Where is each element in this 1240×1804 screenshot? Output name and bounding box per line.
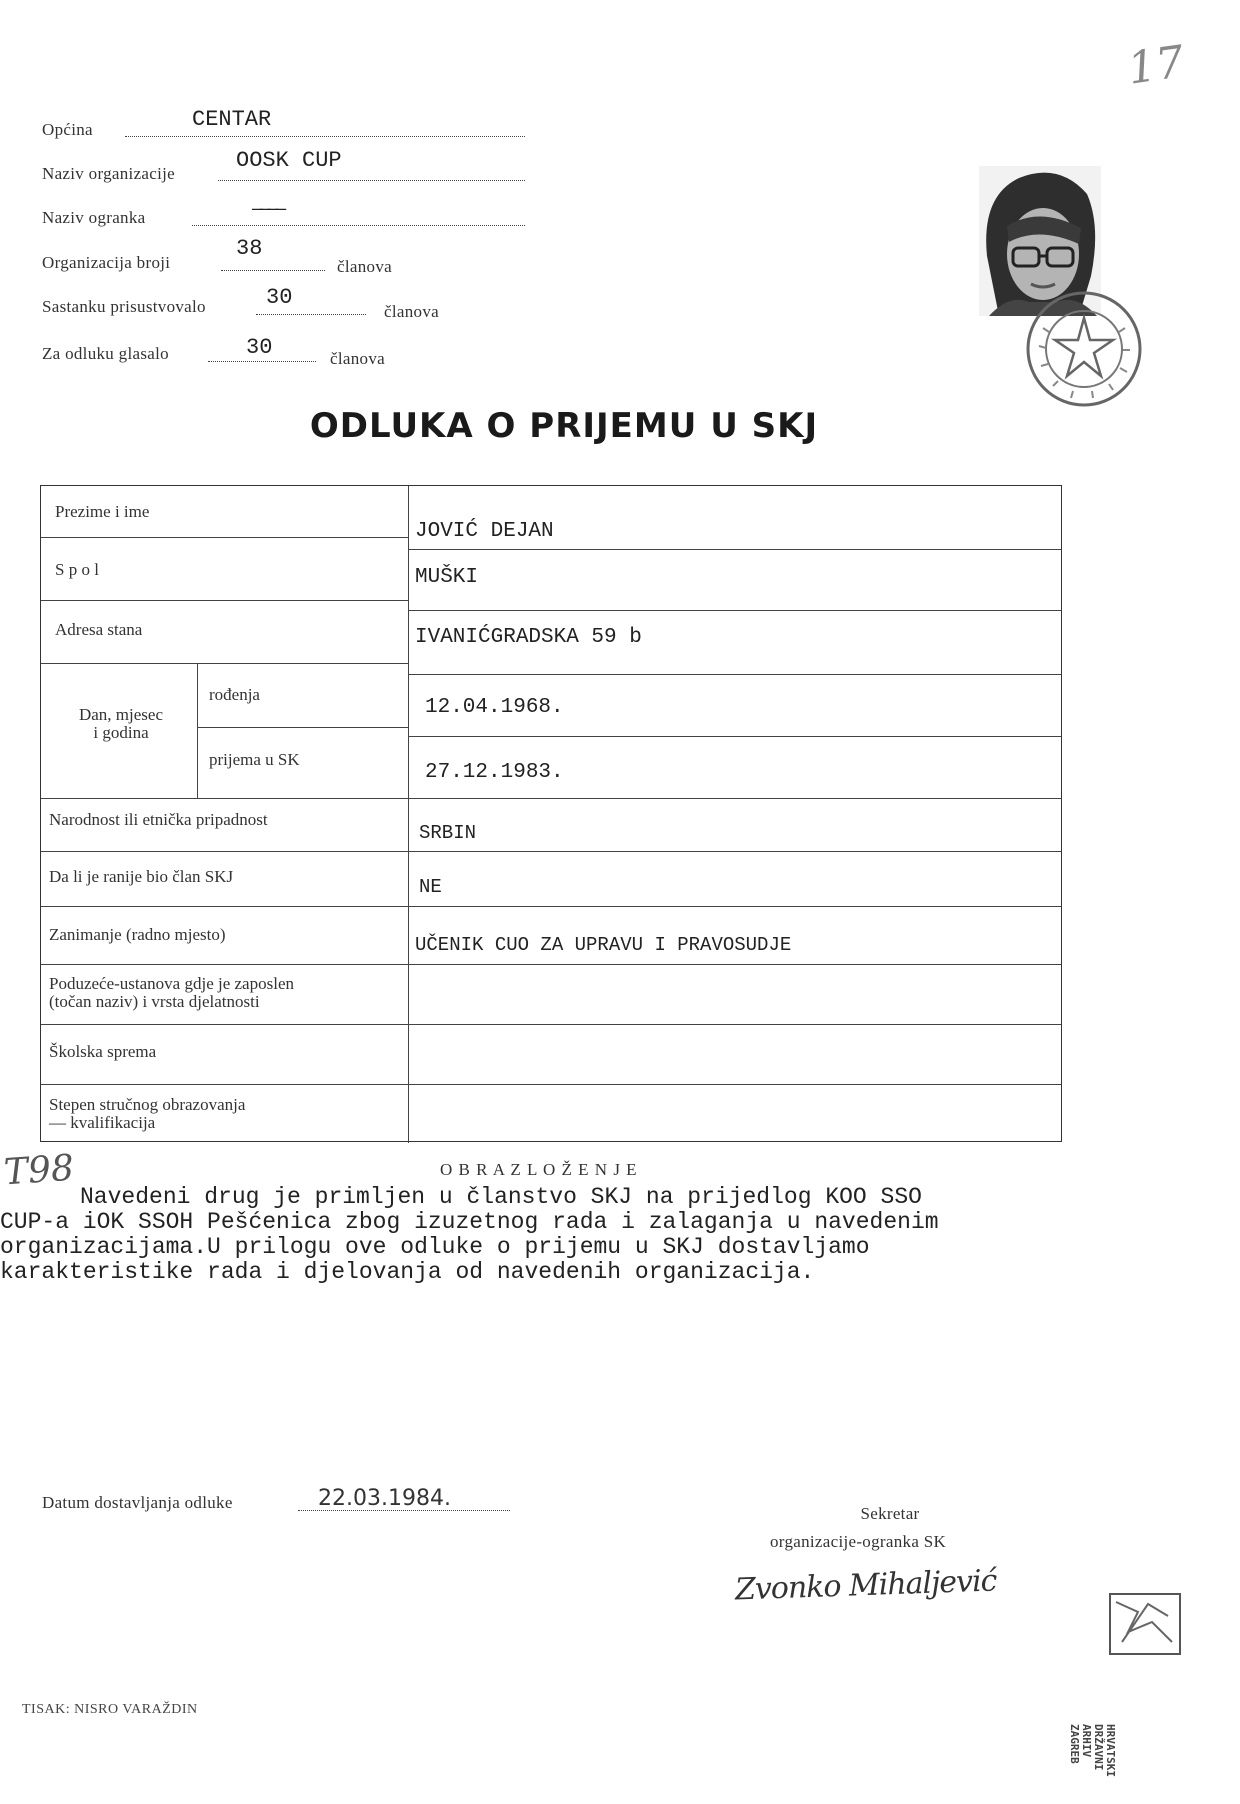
prezime-value: JOVIĆ DEJAN	[415, 520, 554, 543]
document-title: ODLUKA O PRIJEMU U SKJ	[309, 406, 819, 446]
zanimanje-label: Zanimanje (radno mjesto)	[49, 925, 226, 944]
stepen-line-1: Stepen stručnog obrazovanja	[49, 1095, 246, 1114]
poduzece-line-1: Poduzeće-ustanova gdje je zaposlen	[49, 974, 294, 993]
tisak-label: TISAK: NISRO VARAŽDIN	[22, 1702, 198, 1717]
org-broji-dotted-line	[221, 270, 325, 271]
ranije-label: Da li je ranije bio član SKJ	[49, 867, 234, 886]
sastanku-dotted-line	[256, 314, 366, 315]
org-broji-label: Organizacija broji	[42, 253, 171, 272]
value-line	[408, 798, 1061, 799]
datum-value: 22.03.1984.	[318, 1486, 451, 1511]
ranije-value: NE	[419, 876, 442, 898]
sekretar-org-label: organizacije-ogranka SK	[770, 1532, 947, 1551]
row-line	[41, 663, 408, 664]
dan-mjesec-line-2: i godina	[93, 723, 149, 742]
row-line	[41, 906, 408, 907]
sastanku-value: 30	[266, 285, 293, 310]
row-line	[41, 537, 408, 538]
obrazlozenje-line-1: Navedeni drug je primljen u članstvo SKJ na prijedlog KOO SSO	[80, 1184, 922, 1210]
opcina-value: CENTAR	[192, 107, 272, 132]
sekretar-label: Sekretar	[860, 1504, 920, 1523]
value-line	[408, 1084, 1061, 1085]
row-line	[41, 798, 408, 799]
dan-mjesec-line-1: Dan, mjesec	[78, 705, 164, 724]
obrazlozenje-line-2: CUP-a iOK SSOH Pešćenica zbog izuzetnog rada i zalaganja u navedenim	[0, 1209, 939, 1235]
sastanku-label: Sastanku prisustvovalo	[42, 297, 206, 316]
row-line	[41, 851, 408, 852]
poduzece-label	[49, 975, 294, 1011]
stepen-line-2: — kvalifikacija	[49, 1113, 156, 1132]
value-line	[408, 964, 1061, 965]
archive-line-2: DRŽAVNI	[1092, 1724, 1105, 1771]
value-line	[408, 674, 1061, 675]
obrazlozenje-line-3: organizacijama.U prilogu ove odluke o prijemu u SKJ dostavljamo	[0, 1234, 870, 1260]
naziv-organizacije-dotted-line	[218, 180, 525, 181]
value-line	[408, 906, 1061, 907]
clanova-label-2: članova	[384, 302, 439, 321]
value-line	[408, 736, 1061, 737]
skolska-label: Školska sprema	[49, 1042, 157, 1061]
signature: Zvonko Mihaljević	[734, 1563, 997, 1608]
value-line	[408, 610, 1061, 611]
adresa-label: Adresa stana	[55, 620, 143, 639]
archive-line-1: HRVATSKI	[1104, 1724, 1117, 1777]
clanova-label-3: članova	[330, 349, 385, 368]
prijema-label: prijema u SK	[209, 750, 300, 769]
row-line	[41, 1084, 408, 1085]
adresa-value: IVANIĆGRADSKA 59 b	[415, 626, 642, 649]
archive-line-3: ARHIV	[1080, 1724, 1093, 1758]
dan-mjesec-label	[61, 706, 181, 742]
org-broji-value: 38	[236, 236, 263, 261]
archive-line-4: ZAGREB	[1068, 1724, 1081, 1764]
glasalo-label: Za odluku glasalo	[42, 344, 169, 363]
value-line	[408, 1024, 1061, 1025]
opcina-dotted-line	[125, 136, 525, 137]
naziv-organizacije-value: OOSK CUP	[236, 148, 342, 173]
opcina-label: Općina	[42, 120, 93, 139]
narodnost-label: Narodnost ili etnička pripadnost	[49, 810, 268, 829]
stepen-label	[49, 1096, 245, 1132]
naziv-ogranka-dotted-line	[192, 225, 525, 226]
row-line	[41, 600, 408, 601]
rodenja-value: 12.04.1968.	[425, 696, 564, 719]
row-line	[41, 1024, 408, 1025]
narodnost-value: SRBIN	[419, 822, 477, 844]
naziv-ogranka-label: Naziv ogranka	[42, 208, 146, 227]
spol-label: S p o l	[55, 560, 99, 579]
prijema-value: 27.12.1983.	[425, 761, 564, 784]
row-line	[197, 727, 408, 728]
archive-stamp-graphic	[1108, 1592, 1182, 1732]
value-line	[408, 851, 1061, 852]
rodenja-label: rođenja	[209, 685, 260, 704]
prezime-label: Prezime i ime	[55, 502, 150, 521]
value-line	[408, 549, 1061, 550]
naziv-organizacije-label: Naziv organizacije	[42, 164, 175, 183]
spol-value: MUŠKI	[415, 566, 479, 589]
archive-stamp	[1068, 1592, 1182, 1777]
obrazlozenje-heading: O B R A Z L O Ž E N J E	[440, 1160, 638, 1179]
clanova-label-1: članova	[337, 257, 392, 276]
datum-label: Datum dostavljanja odluke	[42, 1493, 233, 1512]
zanimanje-value: UČENIK CUO ZA UPRAVU I PRAVOSUDJE	[415, 934, 792, 956]
table-column-divider	[408, 486, 409, 1143]
glasalo-dotted-line	[208, 361, 316, 362]
naziv-ogranka-value: ————	[252, 200, 284, 220]
poduzece-line-2: (točan naziv) i vrsta djelatnosti	[49, 992, 260, 1011]
date-subrow-divider	[197, 663, 198, 798]
page-number: 17	[1124, 36, 1188, 95]
margin-note: T98	[2, 1147, 76, 1194]
round-seal-stamp	[1023, 288, 1145, 410]
row-line	[41, 964, 408, 965]
glasalo-value: 30	[246, 335, 273, 360]
obrazlozenje-line-4: karakteristike rada i djelovanja od navedenih organizacija.	[0, 1259, 815, 1285]
archive-stamp-text	[1068, 1724, 1116, 1804]
member-data-table	[40, 485, 1062, 1142]
